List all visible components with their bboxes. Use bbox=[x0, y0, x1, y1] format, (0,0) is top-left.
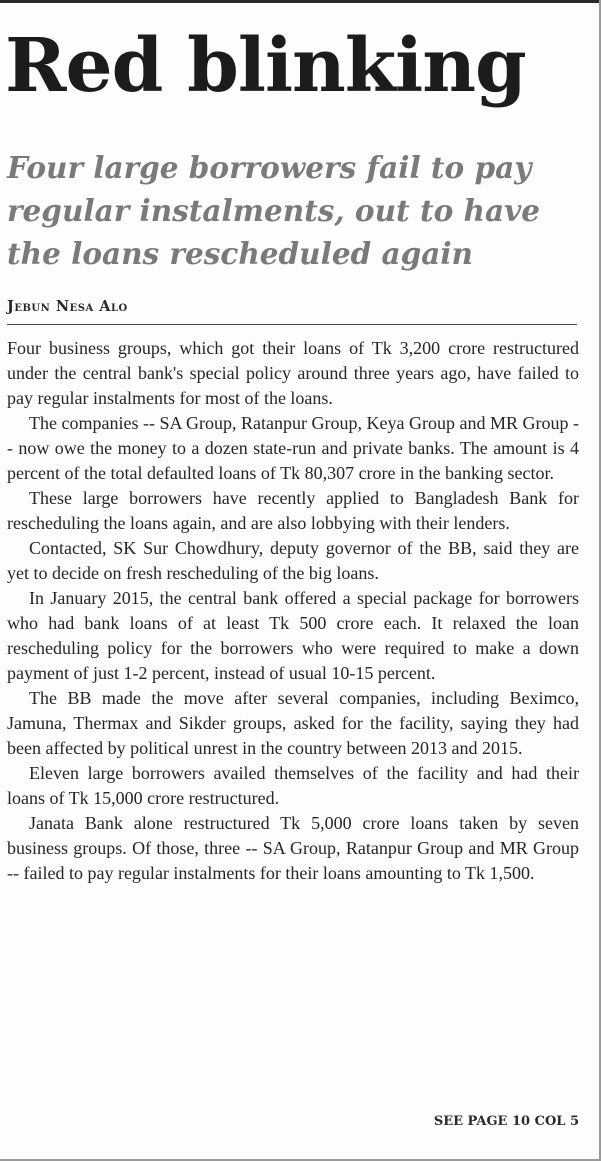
paragraph-5: In January 2015, the central bank offered a special package for borrowers who had bank loans of at least Tk 500 crore each. It relaxed the loan rescheduling policy for the borrowers who were required to make a down payment of just 1-2 percent, instead of usual 10-15 percent. bbox=[7, 588, 579, 683]
continuation-note: SEE PAGE 10 COL 5 bbox=[433, 1114, 579, 1129]
paragraph-4: Contacted, SK Sur Chowdhury, deputy governor of the BB, said they are yet to decide on fresh rescheduling of the big loans. bbox=[7, 538, 579, 583]
paragraph-6: The BB made the move after several companies, including Beximco, Jamuna, Thermax and Sikder groups, asked for the facility, saying they had been affected by political unrest in the country between 2013 and 2015. bbox=[7, 688, 579, 758]
top-border bbox=[0, 0, 601, 3]
headline: Red blinking bbox=[5, 23, 526, 109]
paragraph-7: Eleven large borrowers availed themselves of the facility and had their loans of Tk 15,000 crore restructured. bbox=[7, 763, 579, 808]
byline-divider bbox=[7, 324, 577, 325]
paragraph-3: These large borrowers have recently applied to Bangladesh Bank for rescheduling the loans again, and are also lobbying with their lenders. bbox=[7, 488, 579, 533]
paragraph-1: Four business groups, which got their loans of Tk 3,200 crore restructured under the central bank's special policy around three years ago, have failed to pay regular instalments for most of the loans. bbox=[7, 338, 579, 408]
subheadline: Four large borrowers fail to pay regular instalments, out to have the loans rescheduled again bbox=[7, 150, 541, 271]
byline: Jebun Nesa Alo bbox=[7, 298, 128, 315]
article-body bbox=[7, 336, 579, 886]
paragraph-8: Janata Bank alone restructured Tk 5,000 crore loans taken by seven business groups. Of those, three -- SA Group, Ratanpur Group and MR Group -- failed to pay regular instalments for their loans amounting to Tk 1,500. bbox=[7, 813, 579, 883]
paragraph-2: The companies -- SA Group, Ratanpur Group, Keya Group and MR Group -- now owe the money to a dozen state-run and private banks. The amount is 4 percent of the total defaulted loans of Tk 80,307 crore in the banking sector. bbox=[7, 413, 579, 483]
